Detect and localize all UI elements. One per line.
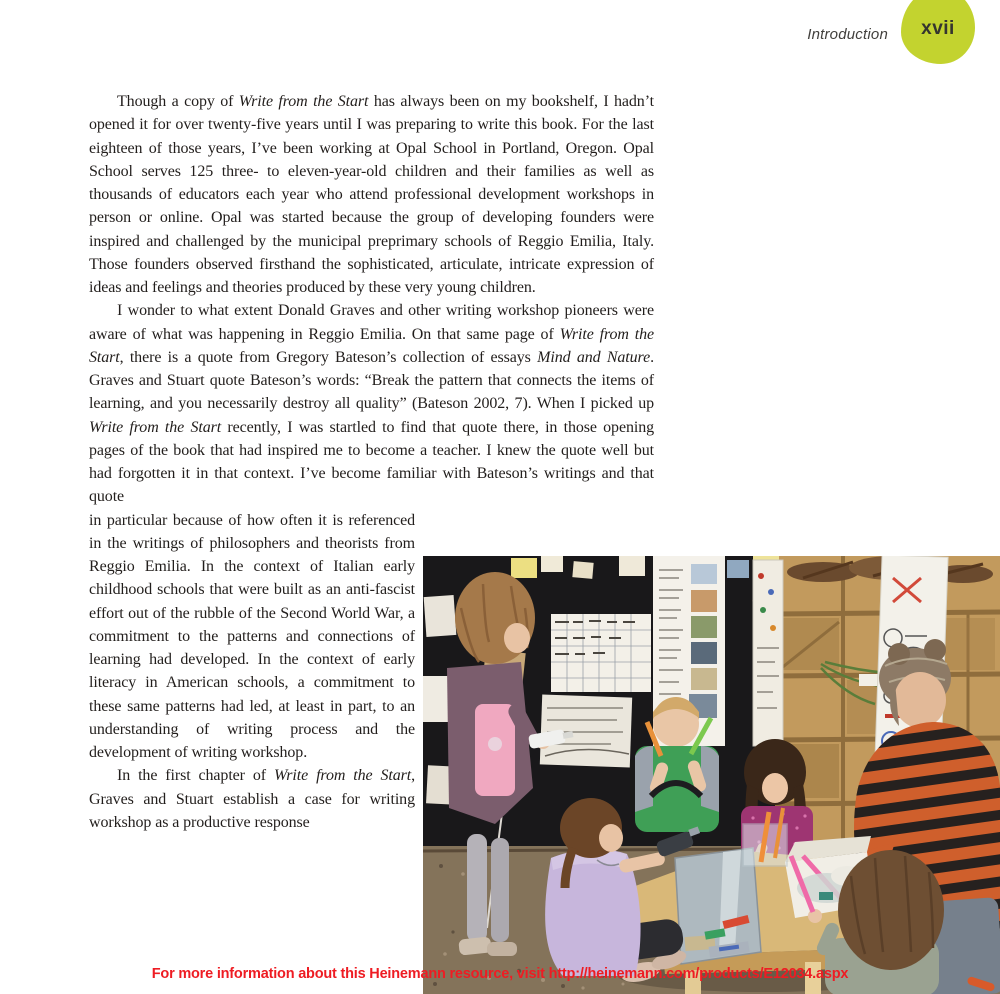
page-number: xvii bbox=[921, 18, 955, 39]
paragraph: Though a copy of Write from the Start has always been on my bookshelf, I hadn’t opened it for over twenty-five years until I was preparing to write this book. For the last eighteen of those years, I’ve been working at Opal School in Portland, Oregon. Opal School serves 125 three- to eleven-year-old children and their families as well as thousands of educators each year who attend professional development workshops in person or online. Opal was started because the group of developing founders were inspired and challenged by the municipal preprimary schools of Reggio Emilia, Italy. Those founders observed firsthand the sophisticated, articulate, intricate expression of ideas and feelings and theories produced by these very young children. bbox=[89, 93, 654, 296]
footer-text: For more information about this Heinemann resource, visit bbox=[151, 966, 549, 982]
resource-link[interactable]: http://heinemann.com/products/E12034.aspx bbox=[548, 966, 849, 982]
paragraph: I wonder to what extent Donald Graves and other writing workshop pioneers were aware of what was happening in Reggio Emilia. On that same page of Write from the Start, there is a quote from Gregory Bateson’s collection of essays Mind and Nature. Graves and Stuart quote Bateson’s words: “Break the pattern that connects the items of learning, and you necessarily destroy all quality” (Bateson 2002, 7). When I picked up Write from the Start recently, I was startled to find that quote there, in those opening pages of the book that had inspired me to become a teacher. I knew the quote well but had forgotten it in that context. I’ve become familiar with Bateson’s writings and that quote bbox=[89, 302, 654, 506]
wide-text-block bbox=[89, 90, 654, 509]
body-text bbox=[89, 90, 654, 834]
narrow-text-block bbox=[89, 509, 415, 835]
paragraph: in particular because of how often it is referenced in the writings of philosophers and theorists from Reggio Emilia. In the context of Italian early childhood schools that were built as an anti-fascist effort out of the rubble of the Second World War, a commitment to the patterns and connections of learning had developed. In the context of early literacy in American schools, a commitment to these same patterns had led, at least in part, to an understanding of writing process and the development of writing workshop. bbox=[89, 511, 415, 761]
page-number-badge bbox=[901, 0, 975, 64]
running-head: Introduction bbox=[807, 26, 888, 43]
footer-note bbox=[0, 966, 1000, 982]
paragraph: In the first chapter of Write from the Start, Graves and Stuart establish a case for writing workshop as a productive response bbox=[89, 767, 415, 831]
